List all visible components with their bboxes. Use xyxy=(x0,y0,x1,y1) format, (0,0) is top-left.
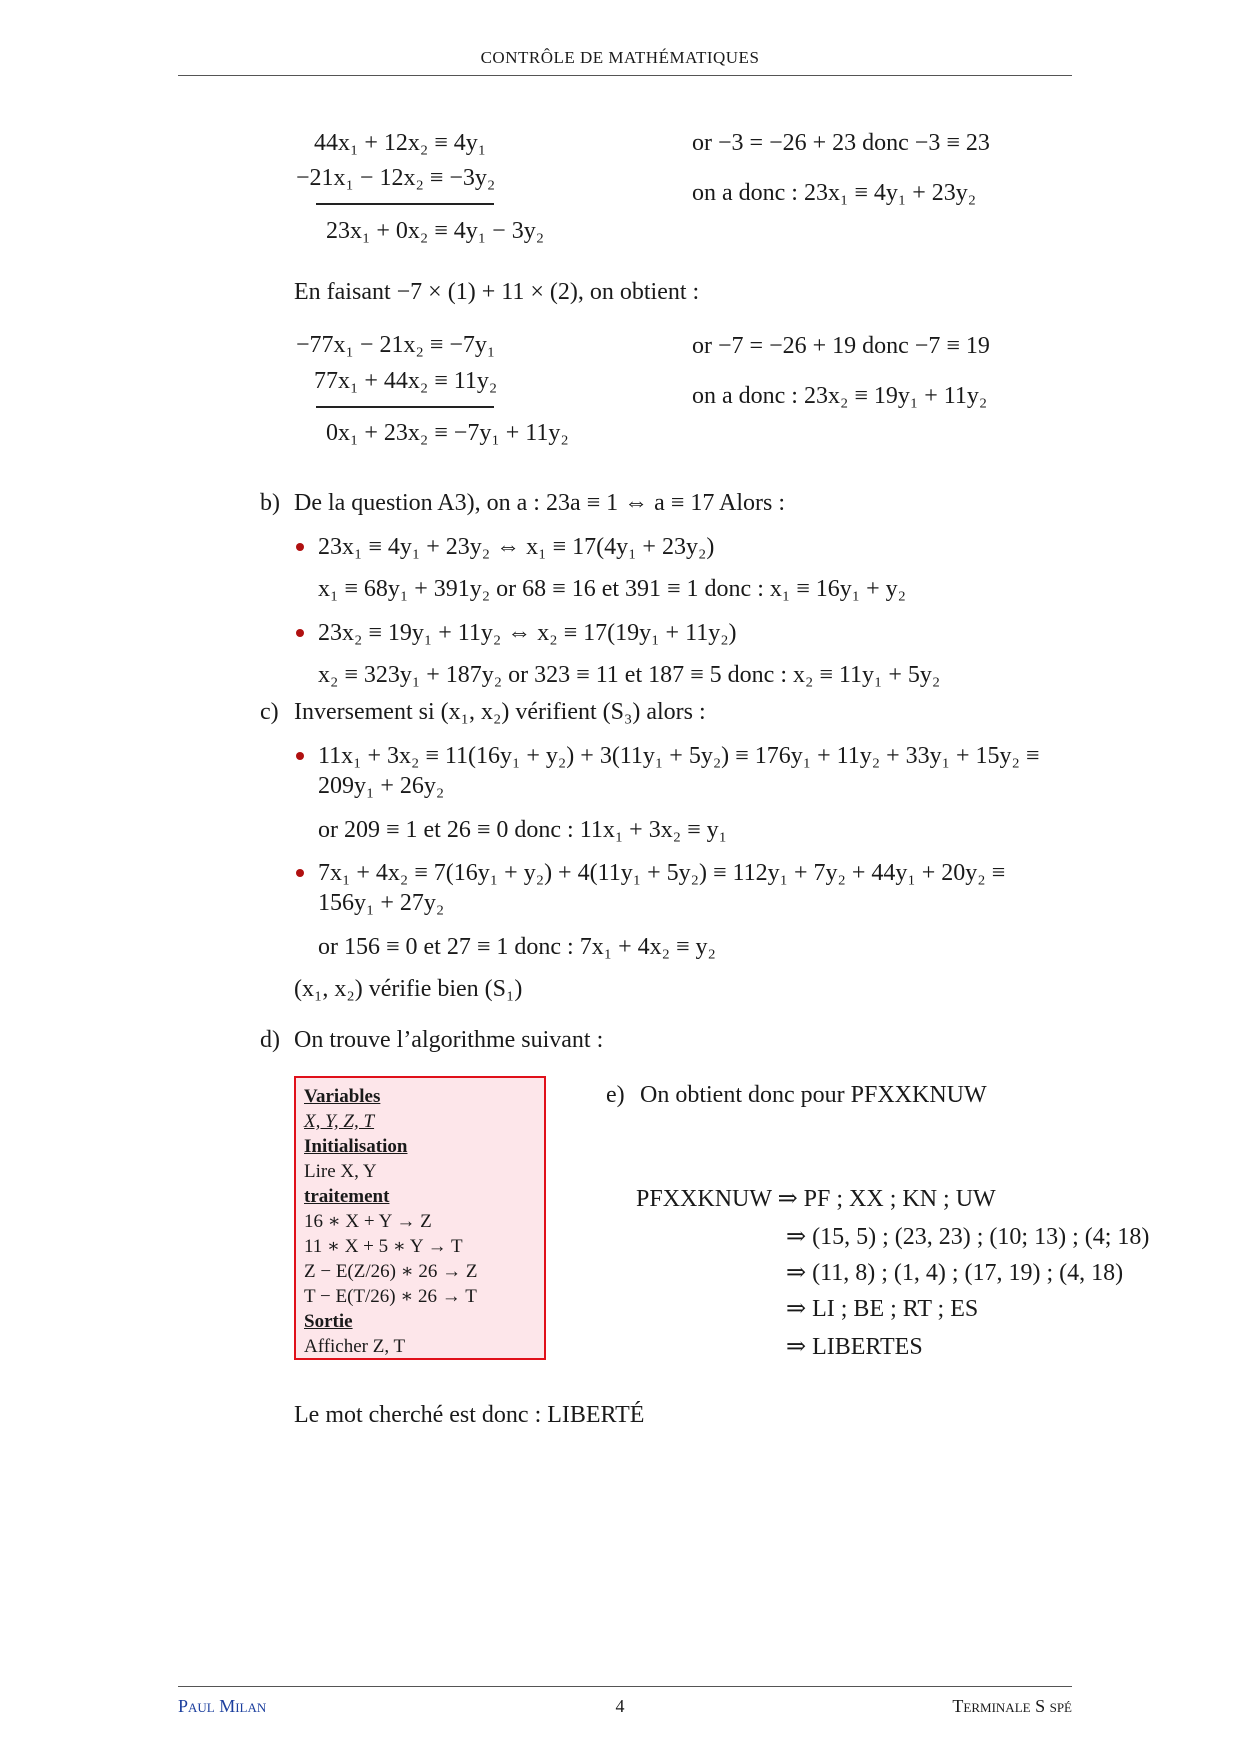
block1-note2: on a donc : 23x₁ ≡ 4y₁ + 23y₂ xyxy=(692,180,977,206)
part-b-item1: 23x₁ ≡ 4y₁ + 23y₂ ⇔ x₁ ≡ 17(4y₁ + 23y₂) xyxy=(318,534,715,560)
header-rule xyxy=(178,75,1072,76)
part-c-conclusion: (x₁, x₂) vérifie bien (S₁) xyxy=(294,976,523,1002)
part-e-line3: ⇒ (11, 8) ; (1, 4) ; (17, 19) ; (4, 18) xyxy=(786,1260,1124,1286)
part-e-line5: ⇒ LIBERTES xyxy=(786,1334,923,1360)
part-b-item2: 23x₂ ≡ 19y₁ + 11y₂ ⇔ x₂ ≡ 17(19y₁ + 11y₂) xyxy=(318,620,737,646)
block1-eq2: −21x₁ − 12x₂ ≡ −3y₂ xyxy=(296,165,496,191)
part-c-item2-continuation: or 156 ≡ 0 et 27 ≡ 1 donc : 7x₁ + 4x₂ ≡ y₂ xyxy=(318,934,716,960)
part-c-item1-line1: 11x₁ + 3x₂ ≡ 11(16y₁ + y₂) + 3(11y₁ + 5y₂) ≡ 176y₁ + 11y₂ + 33y₁ + 15y₂ ≡ xyxy=(318,743,1040,769)
algo-init-heading: Initialisation xyxy=(304,1136,408,1157)
algo-sortie-heading: Sortie xyxy=(304,1311,353,1332)
part-c-item1-continuation: or 209 ≡ 1 et 26 ≡ 0 donc : 11x₁ + 3x₂ ≡ y₁ xyxy=(318,817,727,843)
block2-result: 0x₁ + 23x₂ ≡ −7y₁ + 11y₂ xyxy=(326,420,569,446)
algo-variables: X, Y, Z, T xyxy=(304,1111,375,1132)
part-c-item2-line1: 7x₁ + 4x₂ ≡ 7(16y₁ + y₂) + 4(11y₁ + 5y₂) ≡ 112y₁ + 7y₂ + 44y₁ + 20y₂ ≡ xyxy=(318,860,1006,886)
part-d-label: d) xyxy=(260,1027,280,1053)
part-b-label: b) xyxy=(260,490,280,516)
faisant-line: En faisant −7 × (1) + 11 × (2), on obtient : xyxy=(294,279,700,305)
block2-eq2: 77x₁ + 44x₂ ≡ 11y₂ xyxy=(314,368,498,394)
part-b-intro: De la question A3), on a : 23a ≡ 1 ⇔ a ≡ 17 Alors : xyxy=(294,490,786,516)
part-c-item1-line2: 209y₁ + 26y₂ xyxy=(318,773,445,799)
part-e-line1: PFXXKNUW ⇒ PF ; XX ; KN ; UW xyxy=(636,1186,996,1212)
algo-step-2: 11 ∗ X + 5 ∗ Y → T xyxy=(304,1236,463,1257)
part-c-item2-line2: 156y₁ + 27y₂ xyxy=(318,890,445,916)
bullet-icon xyxy=(296,629,304,637)
algo-step-3: Z − E(Z/26) ∗ 26 → Z xyxy=(304,1261,478,1282)
part-c-label: c) xyxy=(260,699,279,725)
page-header-title: CONTRÔLE DE MATHÉMATIQUES xyxy=(480,48,760,67)
block2-sum-bar xyxy=(316,406,494,408)
block1-result: 23x₁ + 0x₂ ≡ 4y₁ − 3y₂ xyxy=(326,218,545,244)
block1-note1: or −3 = −26 + 23 donc −3 ≡ 23 xyxy=(692,130,990,156)
final-conclusion: Le mot cherché est donc : LIBERTÉ xyxy=(294,1402,645,1428)
block2-note2: on a donc : 23x₂ ≡ 19y₁ + 11y₂ xyxy=(692,383,988,409)
bullet-icon xyxy=(296,869,304,877)
algo-variables-heading: Variables xyxy=(304,1086,381,1107)
bullet-icon xyxy=(296,543,304,551)
algo-sortie-line: Afficher Z, T xyxy=(304,1336,406,1357)
part-e-intro: On obtient donc pour PFXXKNUW xyxy=(640,1082,987,1108)
algo-step-1: 16 ∗ X + Y → Z xyxy=(304,1211,432,1232)
algo-init-line: Lire X, Y xyxy=(304,1161,377,1182)
block2-note1: or −7 = −26 + 19 donc −7 ≡ 19 xyxy=(692,333,990,359)
part-d-intro: On trouve l’algorithme suivant : xyxy=(294,1027,604,1053)
part-e-line4: ⇒ LI ; BE ; RT ; ES xyxy=(786,1296,979,1322)
part-e-label: e) xyxy=(606,1082,625,1108)
part-b-item1-continuation: x₁ ≡ 68y₁ + 391y₂ or 68 ≡ 16 et 391 ≡ 1 donc : x₁ ≡ 16y₁ + y₂ xyxy=(318,576,907,602)
bullet-icon xyxy=(296,752,304,760)
algorithm-box xyxy=(294,1076,546,1360)
part-c-intro: Inversement si (x₁, x₂) vérifient (S₃) alors : xyxy=(294,699,706,725)
footer-course: Terminale S spé xyxy=(952,1696,1072,1716)
block1-eq1: 44x₁ + 12x₂ ≡ 4y₁ xyxy=(314,130,487,156)
algo-step-4: T − E(T/26) ∗ 26 → T xyxy=(304,1286,477,1307)
part-e-line2: ⇒ (15, 5) ; (23, 23) ; (10; 13) ; (4; 18) xyxy=(786,1224,1150,1250)
algo-traitement-heading: traitement xyxy=(304,1186,390,1207)
block1-sum-bar xyxy=(316,203,494,205)
footer-page-number: 4 xyxy=(615,1696,625,1716)
footer-rule xyxy=(178,1686,1072,1687)
footer-author: Paul Milan xyxy=(178,1696,267,1716)
block2-eq1: −77x₁ − 21x₂ ≡ −7y₁ xyxy=(296,332,496,358)
part-b-item2-continuation: x₂ ≡ 323y₁ + 187y₂ or 323 ≡ 11 et 187 ≡ 5 donc : x₂ ≡ 11y₁ + 5y₂ xyxy=(318,662,941,688)
